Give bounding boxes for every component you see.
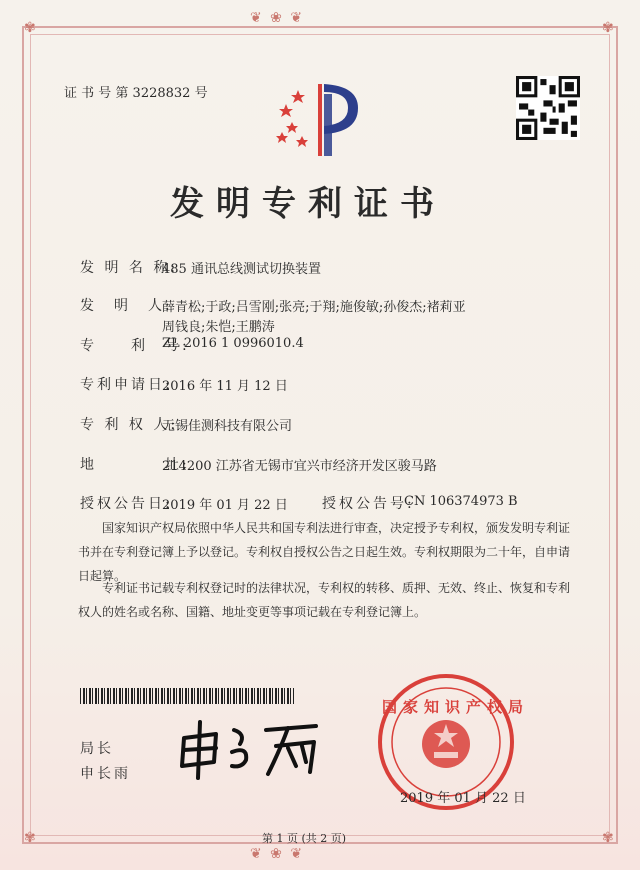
grant-number-value: CN 106374973 B bbox=[404, 494, 518, 509]
certificate-title: 发明专利证书 bbox=[170, 184, 446, 224]
corner-ornament-tl: ✾ bbox=[24, 20, 38, 36]
cert-number-value: 3228832 bbox=[132, 86, 191, 101]
apply-date-label: 专利申请日: bbox=[80, 377, 173, 393]
cert-number-label: 证 书 号 第 bbox=[64, 86, 129, 101]
page-footer: 第 1 页 (共 2 页) bbox=[262, 832, 347, 845]
director-name: 申长雨 bbox=[80, 766, 131, 782]
cert-number-suffix: 号 bbox=[194, 86, 208, 101]
qr-code-icon bbox=[516, 76, 580, 140]
address-label: 地 址: bbox=[80, 457, 190, 473]
statement-paragraph-1: 国家知识产权局依照中华人民共和国专利法进行审查，决定授予专利权，颁发发明专利证书并在专利登记簿上予以登记。专利权自授权公告之日起生效。专利权期限为二十年，自申请日起算。 bbox=[78, 521, 571, 583]
barcode-icon bbox=[80, 688, 294, 704]
patentee-label: 专 利 权 人: bbox=[80, 417, 179, 433]
director-signature bbox=[176, 716, 326, 782]
patent-logo-icon bbox=[272, 78, 372, 160]
patentee-value: 无锡佳测科技有限公司 bbox=[162, 419, 293, 434]
bottom-ornament: ❦ ❀ ❦ bbox=[250, 846, 305, 862]
statement-paragraph-2: 专利证书记载专利权登记时的法律状况，专利权的转移、质押、无效、终止、恢复和专利权人的姓名或名称、国籍、地址变更等事项记载在专利登记簿上。 bbox=[78, 581, 571, 619]
grant-date-value: 2019 年 01 月 22 日 bbox=[162, 498, 288, 513]
inventors-line1: 薛青松;于政;吕雪刚;张亮;于翔;施俊敏;孙俊杰;褚莉亚 bbox=[162, 300, 466, 315]
cert-number bbox=[64, 82, 208, 101]
corner-ornament-bl: ✾ bbox=[24, 830, 38, 846]
director-title: 局长 bbox=[80, 741, 114, 757]
top-ornament: ❦ ❀ ❦ bbox=[250, 10, 305, 26]
invention-name-value: 485 通讯总线测试切换装置 bbox=[162, 262, 321, 277]
corner-ornament-br: ✾ bbox=[602, 830, 616, 846]
invention-name-label: 发 明 名 称: bbox=[80, 260, 179, 276]
inventors-line2: 周钱良;朱恺;王鹏涛 bbox=[162, 320, 275, 335]
inventor-label: 发 明 人: bbox=[80, 298, 173, 314]
apply-date-value: 2016 年 11 月 12 日 bbox=[162, 379, 288, 394]
address-value: 214200 江苏省无锡市宜兴市经济开发区骏马路 bbox=[162, 459, 437, 474]
patent-number-label: 专 利 号: bbox=[80, 338, 190, 354]
seal-date: 2019 年 01 月 22 日 bbox=[400, 791, 526, 806]
grant-number-label: 授权公告号: bbox=[322, 496, 415, 512]
patent-number-value: ZL 2016 1 0996010.4 bbox=[162, 336, 304, 351]
seal-text: 国家知识产权局 bbox=[382, 698, 530, 716]
corner-ornament-tr: ✾ bbox=[602, 20, 616, 36]
grant-date-label: 授权公告日: bbox=[80, 496, 173, 512]
